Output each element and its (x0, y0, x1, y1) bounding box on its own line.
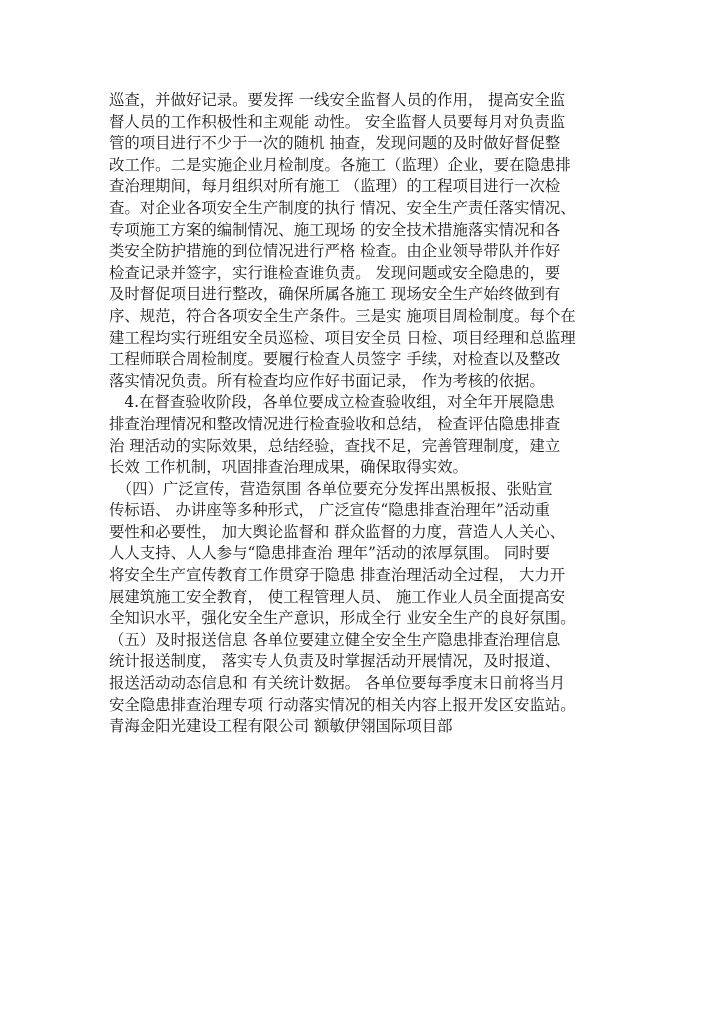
text-line: 工程师联合周检制度。要履行检查人员签字 手续，对检查以及整改 (109, 350, 561, 369)
text-line: 建工程均实行班组安全员巡检、项目安全员 日检、项目经理和总监理 (109, 328, 576, 347)
text-line: 巡查，并做好记录。要发挥 一线安全监督人员的作用， 提高安全监 (109, 91, 566, 109)
text-line: 查。对企业各项安全生产制度的执行 情况、安全生产责任落实情况、 (109, 198, 576, 217)
text-line: 将安全生产宣传教育工作贯穿于隐患 排查治理活动全过程， 大力开 (109, 566, 566, 585)
text-line: （五）及时报送信息 各单位要建立健全安全生产隐患排查治理信息 (109, 630, 561, 649)
text-line: 督人员的工作积极性和主观能 动性。 安全监督人员要每月对负责监 (109, 112, 566, 131)
text-line: 落实情况负责。所有检查均应作好书面记录， 作为考核的依据。 (109, 371, 545, 390)
text-line: 人人支持、人人参与“隐患排查治 理年”活动的浓厚氛围。 同时要 (109, 544, 551, 563)
text-line: 长效 工作机制，巩固排查治理成果，确保取得实效。 (109, 458, 468, 477)
text-line: 检查记录并签字，实行谁检查谁负责。 发现问题或安全隐患的，要 (109, 263, 561, 282)
text-line: 统计报送制度， 落实专人负责及时掌握活动开展情况，及时报道、 (109, 652, 561, 671)
text-line: 专项施工方案的编制情况、施工现场 的安全技术措施落实情况和各 (109, 220, 561, 239)
text-line: 查治理期间，每月组织对所有施工 （监理）的工程项目进行一次检 (109, 177, 561, 196)
text-line: （四）广泛宣传，营造氛围 各单位要充分发挥出黑板报、张贴宣 (109, 479, 553, 498)
document-body-text (109, 90, 649, 738)
text-line: 及时督促项目进行整改，确保所属各施工 现场安全生产始终做到有 (109, 285, 561, 304)
signature-line: 青海金阳光建设工程有限公司 额敏伊翎国际项目部 (109, 717, 453, 736)
text-line: 要性和必要性， 加大舆论监督和 群众监督的力度，营造人人关心、 (109, 522, 566, 541)
text-line: 展建筑施工安全教育， 使工程管理人员、 施工作业人员全面提高安 (109, 587, 566, 606)
text-line: 治 理活动的实际效果，总结经验，查找不足，完善管理制度，建立 (109, 436, 561, 455)
text-line: 报送活动动态信息和 有关统计数据。 各单位要每季度末日前将当月 (109, 674, 566, 693)
text-line: 类安全防护措施的到位情况进行严格 检查。由企业领导带队并作好 (109, 242, 561, 261)
text-line: 传标语、 办讲座等多种形式， 广泛宣传“隐患排查治理年”活动重 (109, 501, 551, 520)
text-line: 4.在督查验收阶段，各单位要成立检查验收组，对全年开展隐患 (109, 393, 555, 412)
text-line: 序、规范，符合各项安全生产条件。三是实 施项目周检制度。每个在 (109, 306, 576, 325)
text-line: 改工作。二是实施企业月检制度。各施工（监理）企业，要在隐患排 (109, 155, 571, 174)
text-line: 排查治理情况和整改情况进行检查验收和总结， 检查评估隐患排查 (109, 414, 561, 433)
text-line: 全知识水平，强化安全生产意识，形成全行 业安全生产的良好氛围。 (109, 609, 576, 628)
text-line: 管的项目进行不少于一次的随机 抽查，发现问题的及时做好督促整 (109, 134, 561, 153)
text-line: 安全隐患排查治理专项 行动落实情况的相关内容上报开发区安监站。 (109, 695, 576, 714)
